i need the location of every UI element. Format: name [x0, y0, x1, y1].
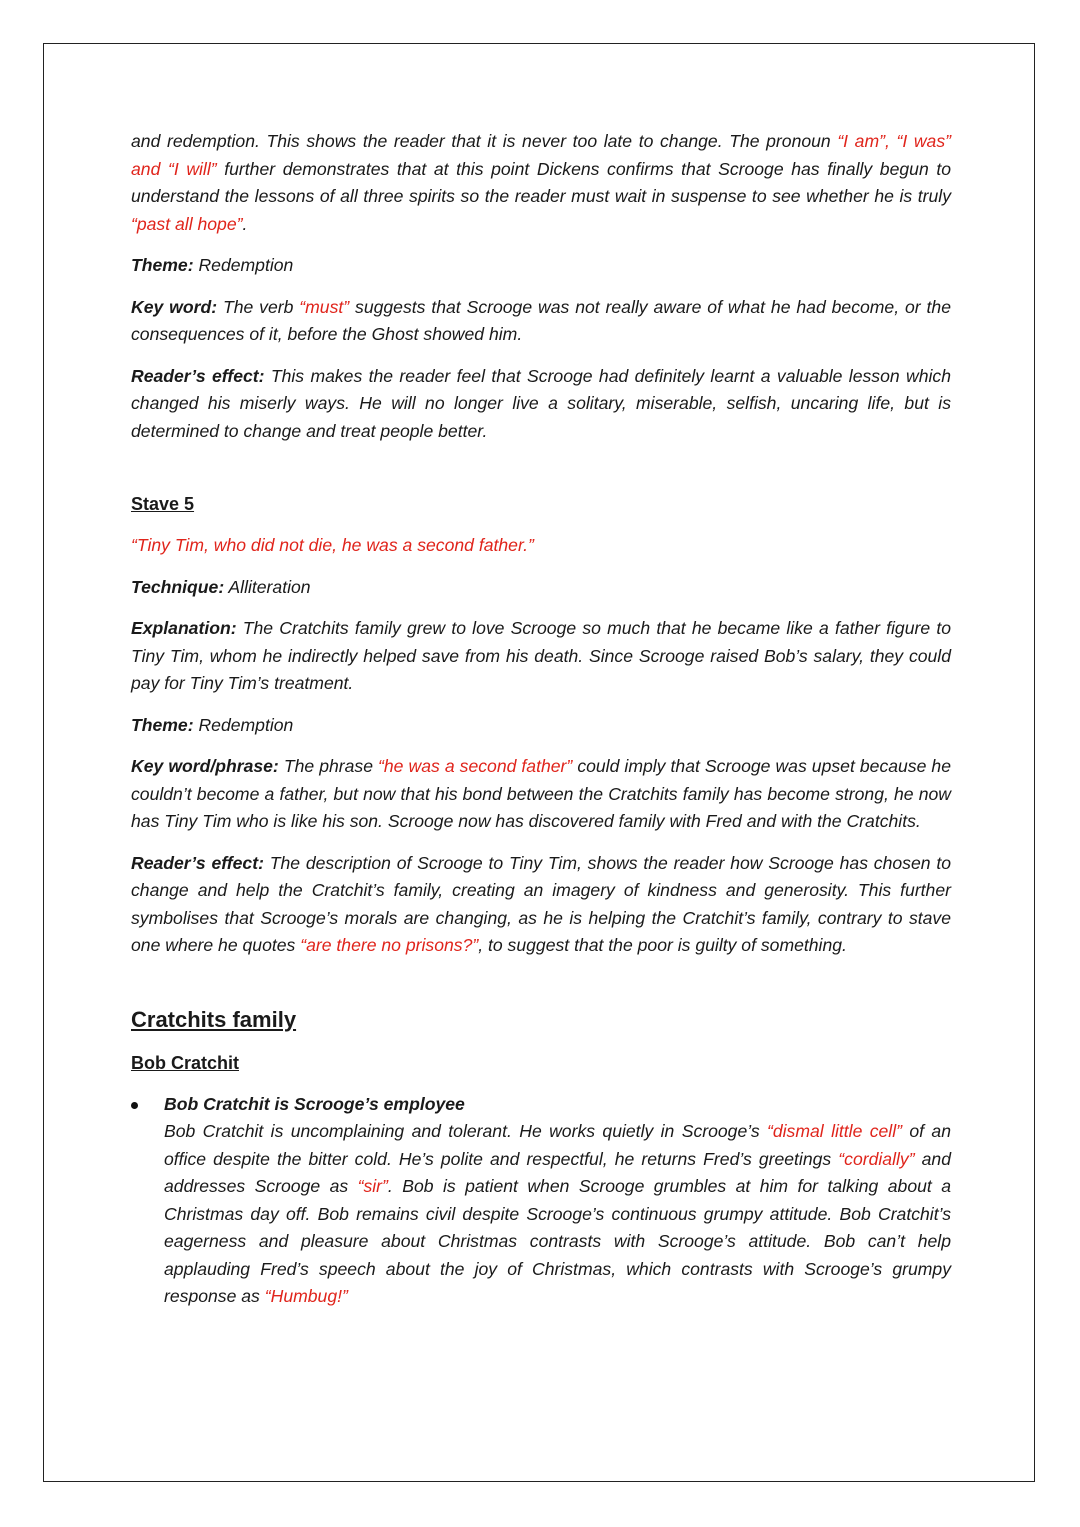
quote-run: “must”: [299, 296, 350, 317]
quote-run: “he was a second father”: [378, 756, 573, 776]
list-item: [131, 1091, 951, 1311]
text-run: Bob Cratchit is uncomplaining and tolerant. He works quietly in Scrooge’s: [164, 1121, 767, 1141]
quote-run: “cordially”: [838, 1148, 915, 1169]
label: Reader’s effect:: [131, 365, 265, 386]
quote-run: “I am”, “I was” and “I will”: [131, 131, 951, 179]
text-run: The verb: [217, 296, 300, 317]
text-run: . Bob is patient when Scrooge grumbles at him for talking about a Christmas day off. Bob remains civil despite Scrooge’s continuous grumpy attitude. Bob Cratchit’s eagerness and pleasure about Christmas contrasts with Scrooge’s attitude. Bob can’t help applauding Fred’s speech about the joy of Christmas, which contrasts with Scrooge’s grumpy response as: [164, 1176, 951, 1306]
stave-5-readers-effect: [131, 850, 951, 960]
text-run: The Cratchits family grew to love Scrooge so much that he became like a father figure to Tiny Tim, whom he indirectly helped save from his death. Since Scrooge raised Bob’s salary, they could pay for Tiny Tim’s treatment.: [131, 618, 951, 693]
quote-run: “dismal little cell”: [767, 1121, 902, 1141]
quote-run: “Humbug!”: [264, 1286, 348, 1306]
label: Reader’s effect:: [131, 852, 264, 873]
quote-run: “are there no prisons?”: [300, 935, 479, 955]
stave-5-theme: [131, 712, 951, 740]
value: Redemption: [193, 255, 294, 275]
quote-run: “sir”: [357, 1176, 388, 1196]
text-run: , to suggest that the poor is guilty of something.: [478, 935, 847, 955]
document-body: [131, 128, 951, 1311]
text-run: The phrase: [278, 756, 379, 776]
text-run: The description of Scrooge to Tiny Tim, shows the reader how Scrooge has chosen to change and help the Cratchit’s family, creating an imagery of kindness and generosity. This further symbolises that Scrooge’s morals are changing, as he is helping the Cratchit’s family, contrary to stave one where he quotes: [131, 852, 951, 955]
text-run: further demonstrates that at this point Dickens confirms that Scrooge has finally begun to understand the lessons of all three spirits so the reader must wait in suspense to see whether he is truly: [131, 158, 952, 206]
stave-5-technique: [131, 574, 951, 602]
value: Redemption: [193, 714, 294, 735]
label: Key word:: [131, 296, 218, 317]
text-run: suggests that Scrooge was not really aware of what he had become, or the consequences of it, before the Ghost showed him.: [131, 296, 951, 344]
label: Explanation:: [131, 618, 237, 638]
bullet-title: Bob Cratchit is Scrooge’s employee: [164, 1093, 465, 1114]
label: Key word/phrase:: [131, 756, 279, 776]
cratchits-family-heading: Cratchits family: [131, 1006, 297, 1032]
intro-theme: [131, 252, 951, 280]
bob-cratchit-subheading: Bob Cratchit: [131, 1052, 239, 1073]
text-run: This makes the reader feel that Scrooge had definitely learnt a valuable lesson which changed his miserly ways. He will no longer live a solitary, miserable, selfish, uncaring life, but is determined to change and treat people better.: [131, 365, 952, 441]
text-run: could imply that Scrooge was upset because he couldn’t become a father, but now that his bond between the Cratchits family has become strong, he now has Tiny Tim who is like his son. Scrooge now has discovered family with Fred and with the Cratchits.: [131, 756, 952, 831]
intro-paragraph: [131, 128, 951, 238]
quote-run: “past all hope”: [131, 213, 243, 234]
value: Alliteration: [224, 576, 311, 597]
text-run: and redemption. This shows the reader that it is never too late to change. The pronoun: [131, 131, 838, 151]
bullet-body: [164, 1118, 951, 1311]
intro-readers-effect: [131, 363, 951, 446]
intro-key-word: [131, 294, 951, 349]
text-run: of an office despite the bitter cold. He’s polite and respectful, he returns Fred’s greetings: [164, 1121, 951, 1169]
label: Technique:: [131, 576, 225, 597]
stave-5-explanation: [131, 615, 951, 698]
stave-5-key-phrase: [131, 753, 951, 836]
label: Theme:: [131, 255, 194, 275]
bullet-icon: [131, 1102, 138, 1109]
text-run: and addresses Scrooge as: [164, 1148, 951, 1196]
stave-5-heading: Stave 5: [131, 494, 195, 514]
text-run: .: [242, 213, 248, 234]
stave-5-quote: “Tiny Tim, who did not die, he was a second father.”: [131, 535, 534, 555]
label: Theme:: [131, 714, 194, 735]
